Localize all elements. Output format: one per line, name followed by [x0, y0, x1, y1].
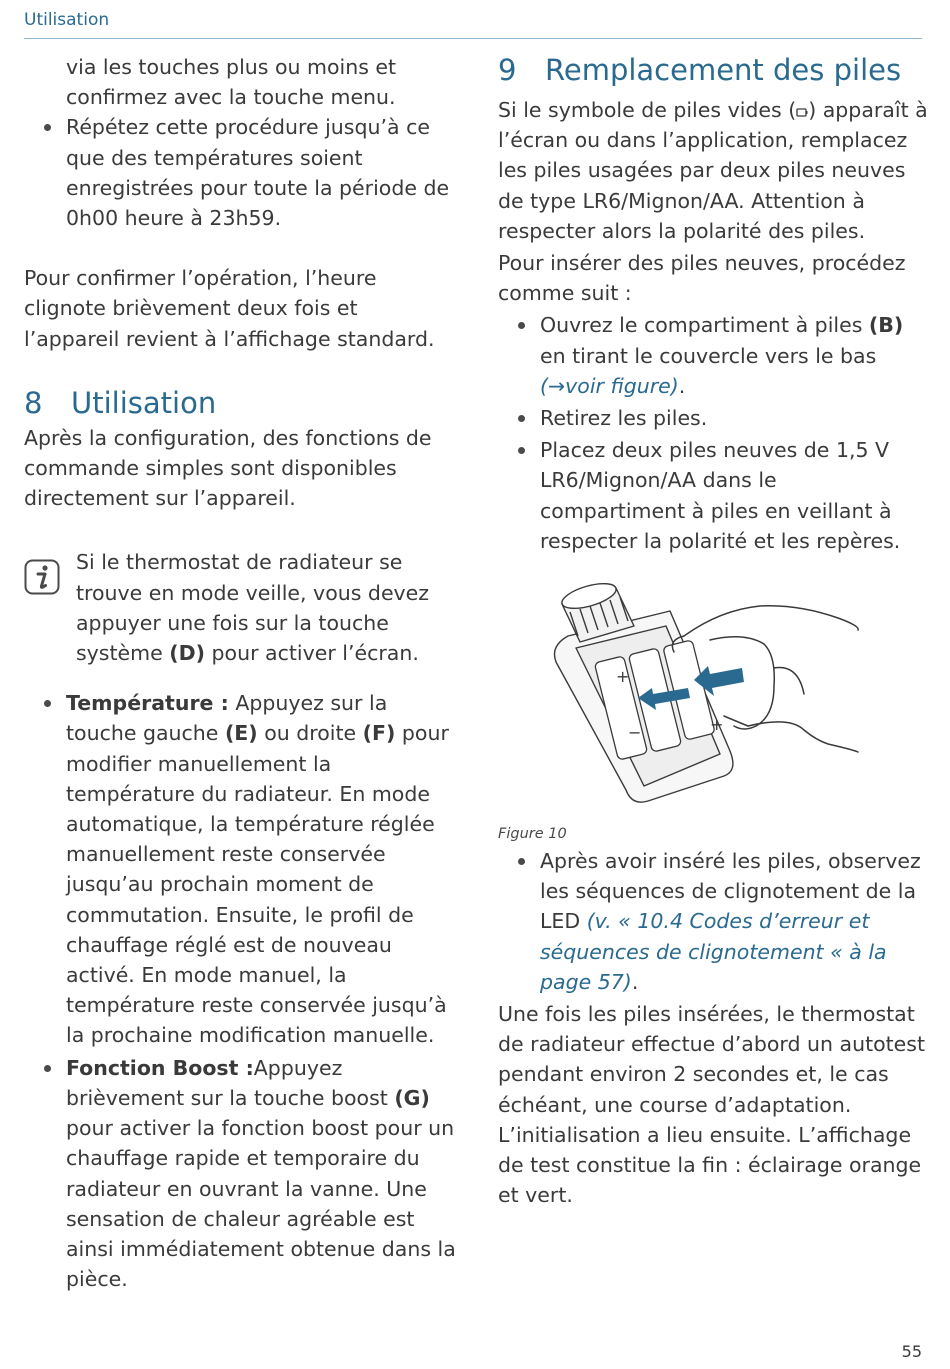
section-9-heading — [498, 52, 928, 88]
battery-paragraph: Si le symbole de piles vides ( ) apparaît à l’écran ou dans l’application, remplacez les piles usagées par deux piles neuves de type LR6/Mignon/AA. Attention à respecter alors la polarité des piles. — [498, 98, 928, 243]
section-8-title: Utilisation — [71, 385, 217, 420]
insert-intro: Pour insérer des piles neuves, procédez comme suit : — [498, 251, 906, 306]
figure-reference[interactable]: (→voir figure) — [540, 373, 679, 398]
svg-text:+: + — [710, 715, 724, 735]
list-item-temperature: Température : Appuyez sur la touche gauche (E) ou droite (F) pour modifier manuellement la température du radiateur. En mode automatique, la température réglée manuellement reste conservée jusqu’au prochain moment de commutation. Ensuite, le profil de chauffage réglé est de nouveau activé. En mode manuel, la température reste conservée jusqu’à la prochaine modification manuelle. — [24, 688, 456, 1050]
info-note-text: Si le thermostat de radiateur se trouve en mode veille, vous devez appuyer une fois sur la touche système (D) pour activer l’écran. — [76, 550, 430, 666]
info-icon — [24, 559, 60, 595]
right-column — [498, 52, 928, 1210]
section-9-title: Remplacement des piles — [545, 53, 902, 87]
step-place: Placez deux piles neuves de 1,5 V LR6/Mignon/AA dans le compartiment à piles en veillant à respecter la polarité et les repères. — [498, 435, 928, 556]
after-steps-list — [498, 846, 928, 997]
section-9-number: 9 — [498, 53, 517, 87]
left-column — [24, 52, 456, 1294]
final-paragraph: Une fois les piles insérées, le thermostat de radiateur effectue d’abord un autotest pendant environ 2 secondes et, le cas échéant, une course d’adaptation. L’initialisation a lieu ensuite. L’affichage de test constitue la fin : éclairage orange et vert. — [498, 1002, 926, 1208]
svg-text:−: − — [628, 723, 642, 743]
battery-figure — [498, 576, 928, 806]
step-observe: Après avoir inséré les piles, observez les séquences de clignotement de la LED (v. « 10.4 Codes d’erreur et séquences de clignotement « à la page 57). — [498, 846, 928, 997]
running-header: Utilisation — [24, 10, 110, 30]
info-note — [24, 547, 456, 668]
list-item-repeat: Répétez cette procédure jusqu’à ce que des températures soient enregistrées pour toute la période de 0h00 heure à 23h59. — [24, 112, 456, 233]
function-list — [24, 688, 456, 1294]
section-8-heading — [24, 385, 456, 421]
section-8-number: 8 — [24, 385, 43, 420]
confirm-paragraph: Pour confirmer l’opération, l’heure clignote brièvement deux fois et l’appareil revient à l’affichage standard. — [24, 266, 435, 351]
error-codes-reference[interactable]: (v. « 10.4 Codes d’erreur et séquences de clignotement « à la page 57) — [540, 909, 887, 994]
list-item-boost: Fonction Boost :Appuyez brièvement sur la touche boost (G) pour activer la fonction boost pour un chauffage rapide et temporaire du radiateur en ouvrant la vanne. Une sensation de chaleur agréable est ainsi immédiatement obtenue dans la pièce. — [24, 1053, 456, 1295]
thermostat-illustration — [498, 576, 928, 806]
page-number: 55 — [901, 1342, 922, 1361]
empty-battery-icon — [796, 105, 808, 119]
header-rule — [24, 38, 922, 39]
section-8-intro: Après la configuration, des fonctions de commande simples sont disponibles directement sur l’appareil. — [24, 425, 432, 511]
continued-list — [24, 52, 456, 233]
figure-caption: Figure 10 — [498, 826, 567, 843]
svg-text:+: + — [616, 667, 630, 687]
step-remove: Retirez les piles. — [498, 403, 928, 433]
steps-list — [498, 310, 928, 556]
list-item-continuation: via les touches plus ou moins et confirmez avec la touche menu. — [66, 55, 397, 110]
step-open: Ouvrez le compartiment à piles (B) en tirant le couvercle vers le bas (→voir figure). — [498, 310, 928, 401]
